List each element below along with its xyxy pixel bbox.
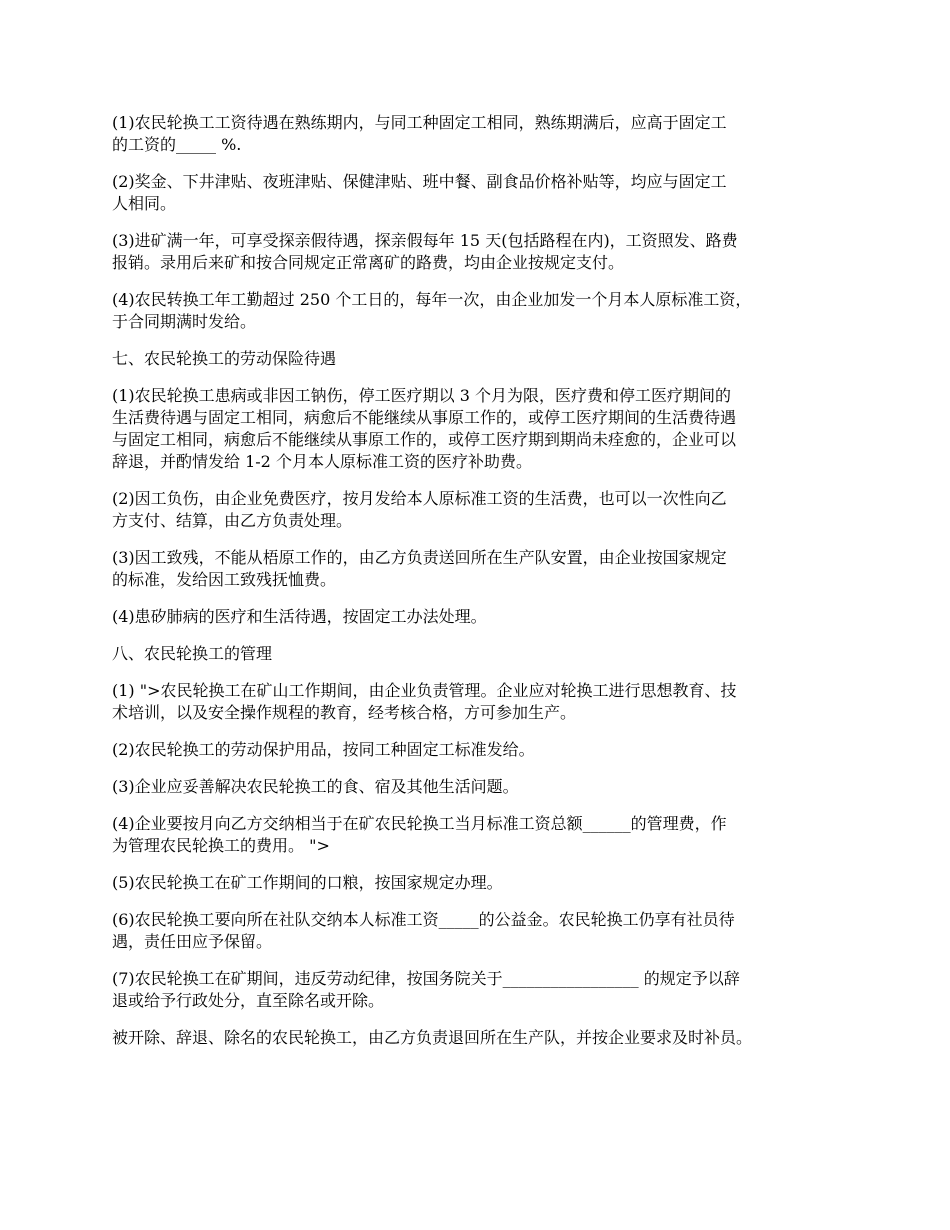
paragraph-line: (7)农民轮换工在矿期间，违反劳动纪律，按国务院关于_________________ 的规定予以辞: [112, 969, 740, 988]
paragraph: [112, 171, 852, 215]
document-page: [112, 112, 852, 1064]
paragraph-line: 人相同。: [112, 194, 177, 213]
paragraph: [112, 606, 852, 628]
paragraph: [112, 230, 852, 274]
paragraph-line: (3)企业应妥善解决农民轮换工的食、宿及其他生活问题。: [112, 777, 519, 796]
paragraph-line: (1) ">农民轮换工在矿山工作期间，由企业负责管理。企业应对轮换工进行思想教育、技: [112, 681, 737, 700]
paragraph-line: 于合同期满时发给。: [112, 312, 257, 331]
paragraph-line: 八、农民轮换工的管理: [112, 644, 273, 663]
paragraph-line: 与固定工相同，病愈后不能继续从事原工作的，或停工医疗期到期尚未痊愈的，企业可以: [112, 430, 737, 449]
paragraph: [112, 488, 852, 532]
paragraph: [112, 909, 852, 953]
paragraph-line: 的工资的_____ %.: [112, 135, 242, 154]
paragraph: [112, 289, 852, 333]
paragraph-line: (4)患矽肺病的医疗和生活待遇，按固定工办法处理。: [112, 607, 487, 626]
paragraph: [112, 813, 852, 857]
paragraph: [112, 112, 852, 156]
paragraph: [112, 547, 852, 591]
paragraph: [112, 1027, 852, 1049]
paragraph-line: (5)农民轮换工在矿工作期间的口粮，按国家规定办理。: [112, 873, 503, 892]
paragraph-line: (2)因工负伤，由企业免费医疗，按月发给本人原标准工资的生活费，也可以一次性向乙: [112, 489, 727, 508]
paragraph-line: 生活费待遇与固定工相同，病愈后不能继续从事原工作的，或停工医疗期间的生活费待遇: [112, 408, 737, 427]
paragraph-line: 术培训，以及安全操作规程的教育，经考核合格，方可参加生产。: [112, 703, 577, 722]
paragraph-line: 被开除、辞退、除名的农民轮换工，由乙方负责退回所在生产队，并按企业要求及时补员。: [112, 1028, 753, 1047]
paragraph: [112, 643, 852, 665]
paragraph-line: (4)农民转换工年工勤超过 250 个工日的，每年一次，由企业加发一个月本人原标准工资，: [112, 290, 752, 309]
paragraph-line: 的标准，发给因工致残抚恤费。: [112, 570, 337, 589]
paragraph-line: 方支付、结算，由乙方负责处理。: [112, 511, 353, 530]
paragraph-line: (2)农民轮换工的劳动保护用品，按同工种固定工标准发给。: [112, 740, 535, 759]
paragraph-line: (2)奖金、下井津贴、夜班津贴、保健津贴、班中餐、副食品价格补贴等，均应与固定工: [112, 172, 727, 191]
paragraph: [112, 348, 852, 370]
paragraph-line: (4)企业要按月向乙方交纳相当于在矿农民轮换工当月标准工资总额______的管理费，作: [112, 814, 727, 833]
paragraph-line: 退或给予行政处分，直至除名或开除。: [112, 991, 385, 1010]
paragraph-line: 遇，责任田应予保留。: [112, 932, 273, 951]
paragraph: [112, 739, 852, 761]
paragraph-line: 七、农民轮换工的劳动保险待遇: [112, 349, 337, 368]
paragraph-line: (6)农民轮换工要向所在社队交纳本人标准工资_____的公益金。农民轮换工仍享有社员待: [112, 910, 735, 929]
paragraph: [112, 968, 852, 1012]
paragraph-line: 为管理农民轮换工的费用。 ">: [112, 836, 330, 855]
paragraph-line: 辞退，并酌情发给 1-2 个月本人原标准工资的医疗补助费。: [112, 452, 532, 471]
paragraph: [112, 385, 852, 473]
paragraph-line: (1)农民轮换工工资待遇在熟练期内，与同工种固定工相同，熟练期满后，应高于固定工: [112, 113, 727, 132]
paragraph-line: (1)农民轮换工患病或非因工钠伤，停工医疗期以 3 个月为限，医疗费和停工医疗期间的: [112, 386, 732, 405]
paragraph-line: (3)因工致残，不能从梧原工作的，由乙方负责送回所在生产队安置，由企业按国家规定: [112, 548, 727, 567]
paragraph-line: 报销。录用后来矿和按合同规定正常离矿的路费，均由企业按规定支付。: [112, 253, 625, 272]
paragraph-line: (3)进矿满一年，可享受探亲假待遇，探亲假每年 15 天(包括路程在内)，工资照发、路费: [112, 231, 738, 250]
paragraph: [112, 680, 852, 724]
paragraph: [112, 872, 852, 894]
paragraph: [112, 776, 852, 798]
